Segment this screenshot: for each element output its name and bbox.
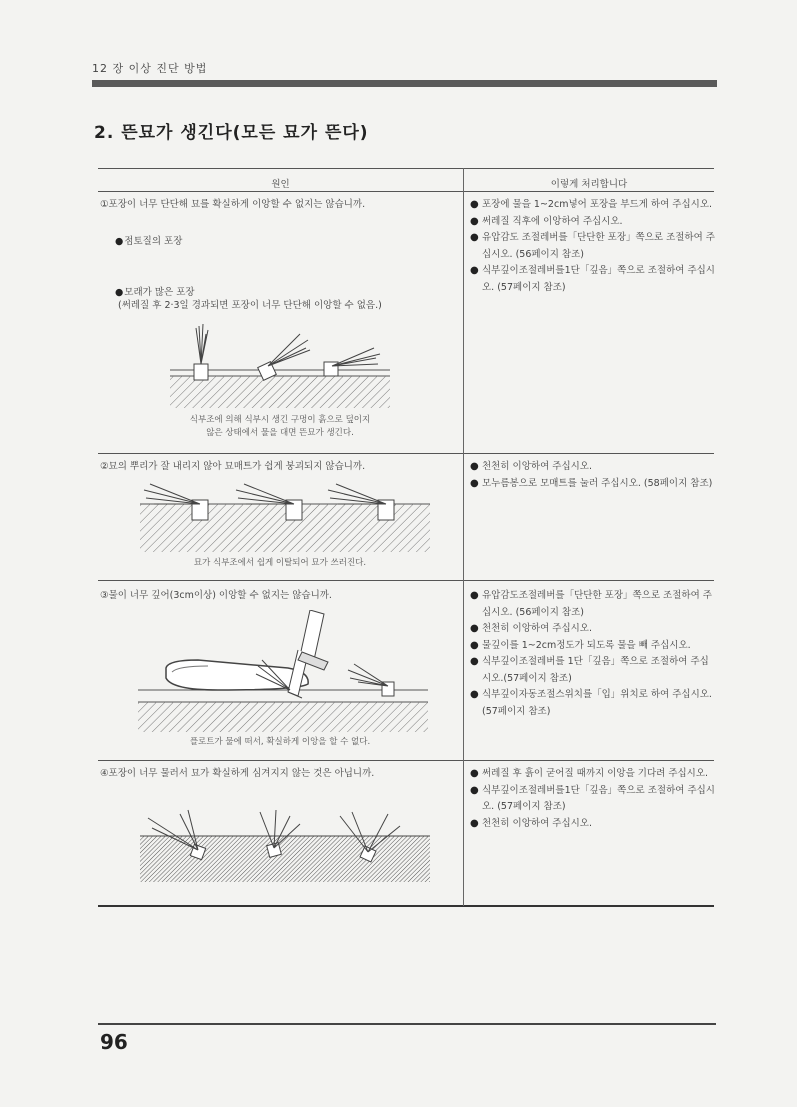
- cause-1: ①포장이 너무 단단해 묘를 확실하게 이앙할 수 없지는 않습니까.: [100, 199, 366, 210]
- illustration-deep-water: [138, 610, 428, 736]
- illustration-caption-2: 묘가 식부조에서 쉽게 이탈되어 묘가 쓰러진다.: [193, 558, 367, 568]
- solution-item: ● 식부깊이자동조절스위치를「입」위치로 하여 주십시오. (57페이지 참조): [470, 687, 715, 720]
- illustration-seedling-mat: [140, 480, 430, 556]
- cause-3: ③물이 너무 깊어(3cm이상) 이앙할 수 없지는 않습니까.: [100, 590, 332, 601]
- solutions-1: [470, 197, 715, 296]
- row-divider: [98, 453, 714, 454]
- header-bar: [92, 80, 717, 87]
- table-top-rule: [98, 168, 714, 169]
- cause-2: ②묘의 뿌리가 잘 내리지 않아 묘매트가 쉽게 붕괴되지 않습니까.: [100, 461, 366, 472]
- illustration-caption-1: 식부조에 의해 식부시 생긴 구멍이 흙으로 덮이지 않은 상태에서 물을 대면 뜬묘가 생긴다.: [189, 415, 371, 438]
- cause-4: ④포장이 너무 물러서 묘가 확실하게 심겨지지 않는 것은 아닙니까.: [100, 768, 375, 779]
- section-title: 2. 뜬묘가 생긴다(모든 묘가 뜬다): [94, 123, 369, 143]
- solution-item: ● 모누름봉으로 모매트를 눌러 주십시오. (58페이지 참조): [470, 476, 715, 493]
- row-divider: [98, 760, 714, 761]
- column-header-solution: 이렇게 처리합니다: [550, 179, 628, 190]
- illustration-caption-3: 플로트가 물에 떠서, 확실하게 이앙을 할 수 없다.: [189, 737, 371, 747]
- illustration-hard-soil: [170, 320, 390, 412]
- footer-rule: [98, 1023, 716, 1025]
- illustration-soft-soil: [140, 806, 430, 886]
- solution-item: ● 물깊이를 1~2cm정도가 되도록 물을 빼 주십시오.: [470, 638, 715, 655]
- row-divider: [98, 580, 714, 581]
- solution-item: ● 식부깊이조절레버를1단「깊음」쪽으로 조절하여 주십시오. (57페이지 참조): [470, 263, 715, 296]
- table-bottom-rule: [98, 905, 714, 907]
- solutions-4: [470, 766, 715, 832]
- solution-item: ● 써레질 직후에 이앙하여 주십시오.: [470, 214, 715, 231]
- solution-item: ● 써레질 후 흙이 굳어질 때까지 이앙을 기다려 주십시오.: [470, 766, 715, 783]
- column-header-cause: 원인: [271, 179, 290, 190]
- chapter-header: 12 장 이상 진단 방법: [92, 62, 208, 75]
- solution-item: ● 유압감도조절레버를「단단한 포장」쪽으로 조절하여 주십시오. (56페이지 참조): [470, 588, 715, 621]
- solution-item: ● 천천히 이앙하여 주십시오.: [470, 459, 715, 476]
- solutions-3: [470, 588, 715, 720]
- solution-item: ● 천천히 이앙하여 주십시오.: [470, 621, 715, 638]
- solution-item: ● 식부깊이조절레버를 1단「깊음」쪽으로 조절하여 주십시오.(57페이지 참조): [470, 654, 715, 687]
- solution-item: ● 천천히 이앙하여 주십시오.: [470, 816, 715, 833]
- solution-item: ● 유압감도 조절레버를「단단한 포장」쪽으로 조절하여 주십시오. (56페이지 참조): [470, 230, 715, 263]
- table-header-rule: [98, 191, 714, 192]
- solution-item: ● 식부깊이조절레버를1단「깊음」쪽으로 조절하여 주십시오. (57페이지 참조): [470, 783, 715, 816]
- cause-1-note: (써레질 후 2·3일 경과되면 포장이 너무 단단해 이앙할 수 없음.): [118, 300, 382, 311]
- page-number: 96: [100, 1030, 128, 1054]
- cause-1-sub1: ● 점토질의 포장: [115, 233, 182, 247]
- solutions-2: [470, 459, 715, 492]
- cause-1-sub2: ● 모래가 많은 포장: [115, 284, 195, 298]
- column-divider: [463, 168, 464, 906]
- solution-item: ● 포장에 물을 1~2cm넣어 포장을 부드게 하여 주십시오.: [470, 197, 715, 214]
